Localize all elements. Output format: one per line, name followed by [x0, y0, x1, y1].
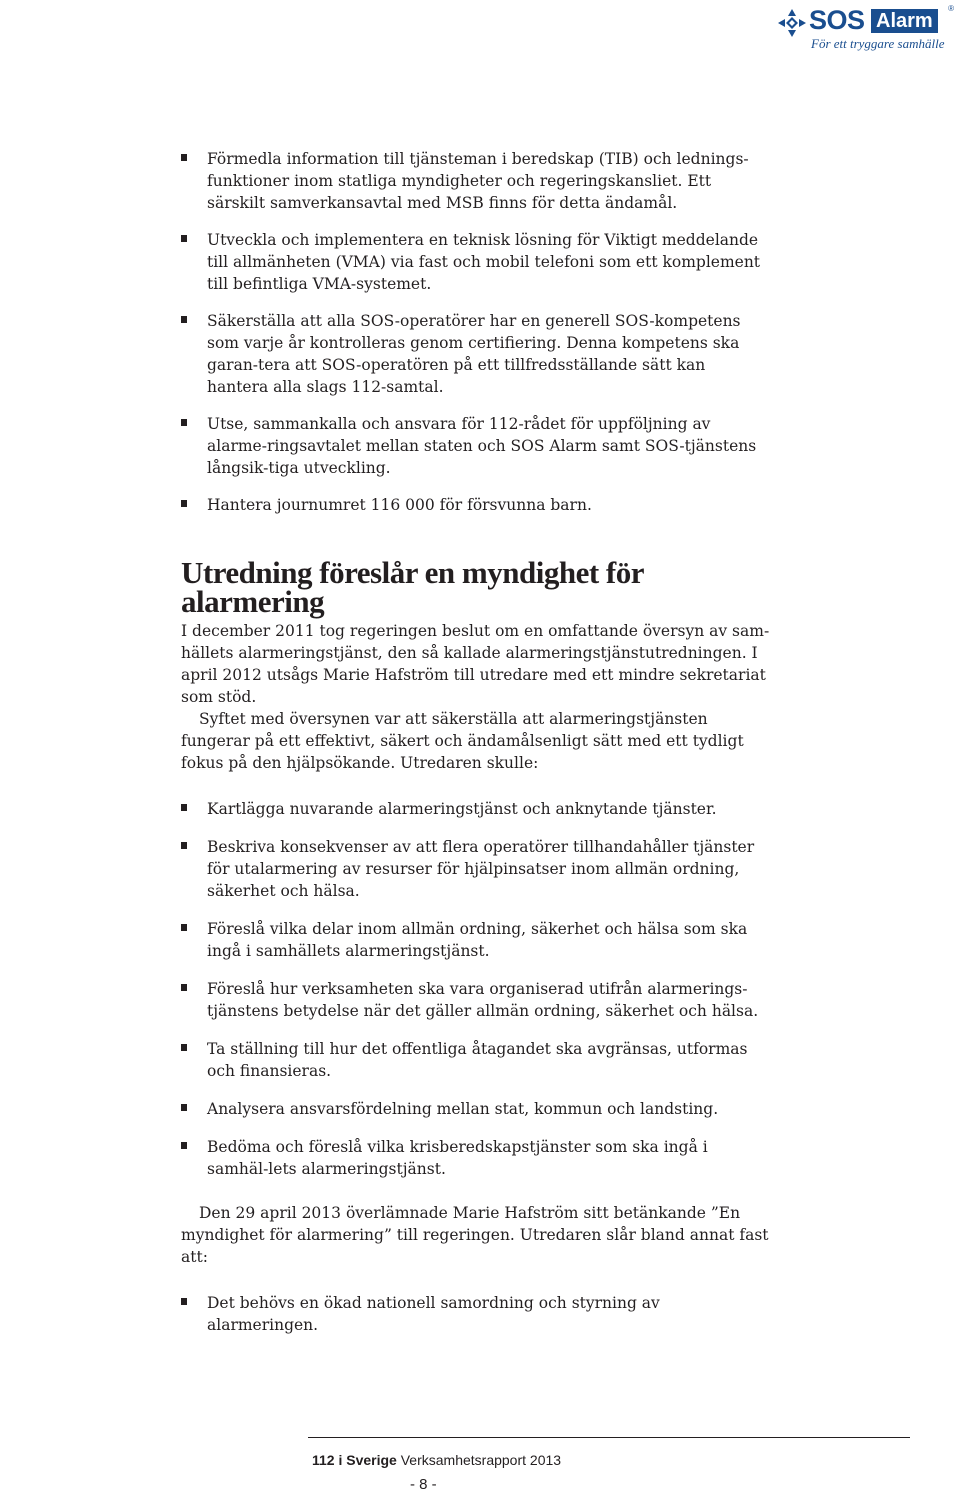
- publication-subtitle: Verksamhetsrapport 2013: [396, 1452, 562, 1468]
- logo-alarm-text: Alarm: [871, 9, 938, 33]
- list-item: [181, 798, 771, 820]
- purpose-paragraph: Syftet med översynen var att säkerställa att alarmeringstjänsten fungerar på ett effektivt, säkert och ändamålsenligt sätt med ett tydligt fokus på den hjälpsökande. Utredaren skulle:: [181, 710, 744, 772]
- page-content: [181, 148, 771, 1352]
- list-item: [181, 310, 771, 398]
- square-bullet-icon: [181, 1104, 187, 1111]
- list-item: [181, 1098, 771, 1120]
- square-bullet-icon: [181, 984, 187, 991]
- list-item-text: Bedöma och föreslå vilka krisberedskapstjänster som ska ingå i samhäl-lets alarmeringstjänst.: [207, 1138, 708, 1178]
- footer-divider: [308, 1437, 910, 1438]
- list-item: [181, 148, 771, 214]
- list-item-text: Utveckla och implementera en teknisk lösning för Viktigt meddelande till allmänheten (VMA) via fast och mobil telefoni som ett komplement till befintliga VMA-systemet.: [207, 231, 761, 293]
- responsibility-list: [181, 148, 771, 516]
- square-bullet-icon: [181, 154, 187, 161]
- list-item: [181, 1038, 771, 1082]
- findings-list: [181, 1292, 771, 1336]
- registered-mark: ®: [948, 4, 954, 13]
- page-number: - 8 -: [410, 1476, 437, 1493]
- logo-sos-text: SOS: [809, 5, 865, 35]
- investigator-task-list: [181, 798, 771, 1180]
- conclusion-paragraph: Den 29 april 2013 överlämnade Marie Hafström sitt betänkande ”En myndighet för alarmering” till regeringen. Utredaren slår bland annat fast att:: [181, 1204, 769, 1266]
- list-item: [181, 1136, 771, 1180]
- square-bullet-icon: [181, 500, 187, 507]
- list-item: [181, 978, 771, 1022]
- square-bullet-icon: [181, 1142, 187, 1149]
- list-item: [181, 1292, 771, 1336]
- list-item-text: Säkerställa att alla SOS-operatörer har en generell SOS-kompetens som varje år kontrolleras genom certifiering. Denna kompetens ska garan-tera att SOS-operatören på ett tillfredsställande sätt kan hantera alla slags 112-samtal.: [207, 312, 741, 396]
- publication-name: 112 i Sverige: [312, 1452, 397, 1468]
- logo-tagline: För ett tryggare samhälle: [811, 36, 945, 51]
- list-item: [181, 413, 771, 479]
- intro-paragraph: I december 2011 tog regeringen beslut om en omfattande översyn av sam-hällets alarmeringstjänst, den så kallade alarmeringstjänstutredningen. I april 2012 utsågs Marie Hafström till utredare med ett mindre sekretariat som stöd.: [181, 622, 770, 706]
- list-item-text: Analysera ansvarsfördelning mellan stat, kommun och landsting.: [207, 1100, 719, 1118]
- square-bullet-icon: [181, 316, 187, 323]
- square-bullet-icon: [181, 1298, 187, 1305]
- list-item-text: Föreslå hur verksamheten ska vara organiserad utifrån alarmerings-tjänstens betydelse när det gäller allmän ordning, säkerhet och hälsa.: [207, 980, 759, 1020]
- list-item: [181, 229, 771, 295]
- square-bullet-icon: [181, 924, 187, 931]
- square-bullet-icon: [181, 804, 187, 811]
- list-item: [181, 494, 771, 516]
- list-item: [181, 918, 771, 962]
- list-item: [181, 836, 771, 902]
- list-item-text: Förmedla information till tjänsteman i beredskap (TIB) och lednings-funktioner inom statliga myndigheter och regeringskansliet. Ett särskilt samverkansavtal med MSB finns för detta ändamål.: [207, 150, 749, 212]
- square-bullet-icon: [181, 419, 187, 426]
- list-item-text: Ta ställning till hur det offentliga åtagandet ska avgränsas, utformas och finansieras.: [207, 1040, 748, 1080]
- square-bullet-icon: [181, 1044, 187, 1051]
- square-bullet-icon: [181, 235, 187, 242]
- list-item-text: Kartlägga nuvarande alarmeringstjänst och anknytande tjänster.: [207, 800, 717, 818]
- square-bullet-icon: [181, 842, 187, 849]
- sos-alarm-logo: [777, 4, 952, 50]
- list-item-text: Utse, sammankalla och ansvara för 112-rådet för uppföljning av alarme-ringsavtalet mellan staten och SOS Alarm samt SOS-tjänstens långsik-tiga utveckling.: [207, 415, 757, 477]
- list-item-text: Beskriva konsekvenser av att flera operatörer tillhandahåller tjänster för utalarmering av resurser för hjälpinsatser inom allmän ordning, säkerhet och hälsa.: [207, 838, 755, 900]
- sos-alarm-compass-icon: [777, 8, 807, 38]
- section-heading: Utredning föreslår en myndighet för alarmering: [181, 555, 644, 619]
- list-item-text: Det behövs en ökad nationell samordning och styrning av alarmeringen.: [207, 1294, 660, 1334]
- list-item-text: Hantera journumret 116 000 för försvunna barn.: [207, 496, 592, 514]
- list-item-text: Föreslå vilka delar inom allmän ordning, säkerhet och hälsa som ska ingå i samhällets alarmeringstjänst.: [207, 920, 748, 960]
- footer-publication: [312, 1452, 561, 1468]
